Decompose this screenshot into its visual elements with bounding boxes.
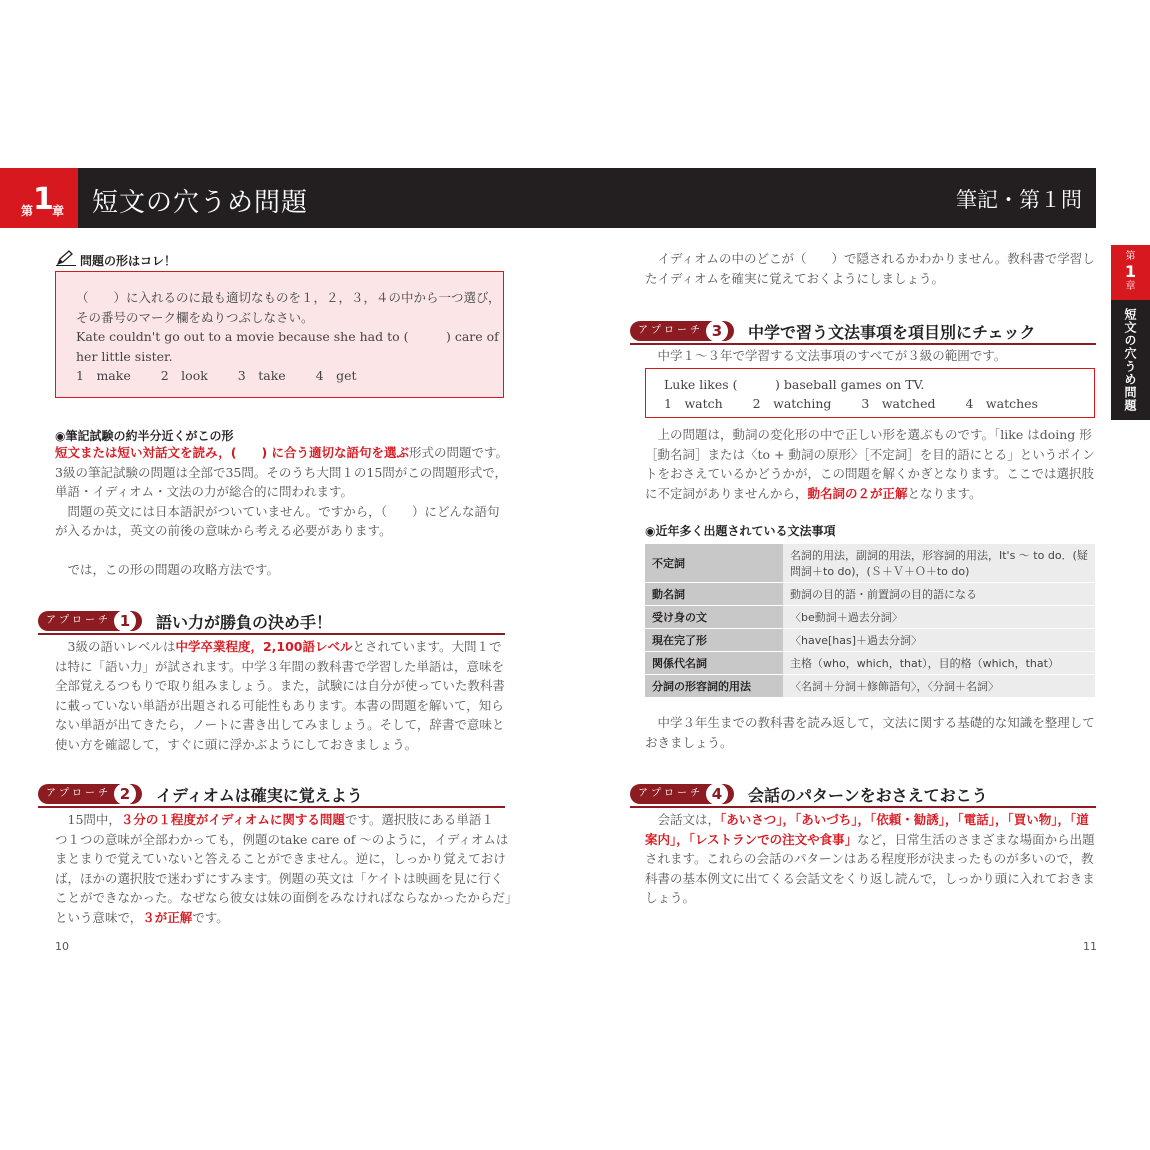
a3-line-4 — [645, 484, 1105, 504]
side-tab-number: 1 — [1124, 262, 1137, 281]
pencil-icon — [56, 250, 76, 266]
a4-line-4: 科書の基本例文に出てくる会話文をくり返し読んで，しっかり頭に入れておきま — [645, 870, 1095, 886]
grammar-desc: 〈名詞＋分詞＋修飾語句〉，〈分詞＋名詞〉 — [783, 675, 1095, 698]
grammar-desc: 主格（who，which，that），目的格（which，that） — [783, 652, 1095, 675]
intro-line-1-rest: 形式の問題です。 — [409, 445, 509, 460]
table-row — [645, 606, 1095, 629]
a3-line-1: 上の問題は，動詞の変化形の中で正しい形を選ぶものです。「like はdoing 形 — [645, 427, 1092, 442]
grammar-desc: 〈be動詞＋過去分詞〉 — [783, 606, 1095, 629]
approach-3-body — [645, 425, 1105, 503]
option-3: 3 take — [237, 368, 286, 383]
grammar-desc: 〈have[has]＋過去分詞〉 — [783, 629, 1095, 652]
side-tab-suffix: 章 — [1125, 281, 1136, 292]
approach-2-underline — [38, 806, 505, 808]
chapter-number-box — [0, 168, 78, 228]
a2-l1a: 15問中， — [55, 812, 121, 827]
approach-4-label: アプローチ — [630, 784, 734, 804]
question-line: Luke likes ( ) baseball games on TV. — [664, 377, 925, 392]
grammar-item: 動名詞 — [645, 583, 783, 606]
approach-4-title: 会話のパターンをおさえておこう — [748, 786, 988, 805]
grammar-desc-line: 問詞＋to do)，(Ｓ＋Ｖ＋Ｏ＋to do) — [790, 565, 970, 578]
table-row — [645, 652, 1095, 675]
question-options — [664, 394, 1094, 413]
approach-1-title: 語い力が勝負の決め手！ — [156, 613, 333, 632]
a2-l1b: です。選択肢にある単語１ — [344, 812, 494, 827]
chapter-number: 1 — [33, 182, 54, 217]
approach-4-underline — [630, 806, 1096, 808]
a4-highlight-1: 「あいさつ」，「あいづち」，「依頼・勧誘」，「電話」，「買い物」，「道 — [720, 812, 1089, 827]
side-chapter-tab — [1111, 245, 1150, 420]
a1-line-6: 使い方を確認して，すぐに頭に浮かぶようにしておきましょう。 — [55, 736, 418, 752]
a4-l1a: 会話文は， — [645, 812, 721, 827]
problem-options — [76, 366, 503, 386]
q-option-1: 1 watch — [664, 396, 723, 411]
approach-2-title: イディオムは確実に覚えよう — [156, 786, 363, 805]
problem-line-2: その番号のマーク欄をぬりつぶしなさい。 — [76, 309, 314, 325]
approach-4-body — [645, 810, 1105, 908]
problem-line-3: Kate couldn't go out to a movie because she had to ( ) care of — [76, 329, 499, 344]
intro-highlight: 短文または短い対話文を読み，( ) に合う適切な語句を選ぶ — [55, 445, 410, 460]
approach-3-title: 中学で習う文法事項を項目別にチェック — [748, 323, 1036, 342]
a3-line-2: ［動名詞］または〈to + 動詞の原形〉［不定詞］を目的語にとる」というポイン — [645, 446, 1095, 462]
a1-line-1 — [55, 637, 515, 657]
intro-line-3: 単語・イディオム・文法の力が総合的に問われます。 — [55, 484, 354, 499]
option-1: 1 make — [76, 368, 131, 383]
a4-line-1 — [645, 810, 1105, 830]
q-option-3: 3 watched — [861, 396, 936, 411]
a2-line-6 — [55, 908, 515, 928]
grammar-item: 現在完了形 — [645, 629, 783, 652]
chapter-prefix: 第 — [21, 204, 34, 218]
problem-line-4: her little sister. — [76, 348, 173, 364]
a4-line-3: されます。これらの会話のパターンはある程度形が決まったものが多いので，教 — [645, 851, 1094, 866]
approach-2-body — [55, 810, 518, 927]
chapter-header — [0, 168, 1096, 228]
approach-1-body — [55, 637, 515, 754]
page-number-right: 11 — [1083, 940, 1097, 953]
right-top-paragraph — [645, 249, 1105, 288]
grammar-question-box — [645, 368, 1095, 418]
side-tab-chapter — [1111, 245, 1150, 300]
a1-line-3: 全部覚えるつもりで取り組みましょう。また，試験には自分が使っていた教科書 — [55, 678, 505, 693]
grammar-item: 関係代名詞 — [645, 652, 783, 675]
a3-l4a: に不定詞がありませんから， — [645, 485, 808, 501]
intro-line-2: 3級の筆記試験の問題は全部で35問。そのうち大問１の15問がこの問題形式で， — [55, 464, 508, 480]
option-4: 4 get — [315, 368, 357, 383]
grammar-item: 不定詞 — [645, 544, 783, 583]
a4-line-2 — [645, 830, 1105, 850]
page-number-left: 10 — [55, 940, 69, 953]
a3-l4b: となります。 — [907, 485, 982, 501]
a2-line-2: つ１つの意味が全部わかっても，例題のtake care of ～のように，イディオムは — [55, 831, 509, 847]
a1-highlight: 中学卒業程度，2,100語レベル — [175, 639, 353, 654]
intro-line-5: が入るかは，英文の前後の意味から考える必要があります。 — [55, 523, 392, 538]
problem-line-1: （ ）に入れるのに最も適切なものを１，２，３，４の中から一つ選び， — [76, 290, 501, 305]
a1-line-2: は特に「語い力」が試されます。中学３年間の教科書で学習した単語は，意味を — [55, 658, 505, 674]
table-row — [645, 544, 1095, 583]
table-row — [645, 583, 1095, 606]
section-label: 筆記・第１問 — [956, 188, 1082, 212]
grammar-desc — [783, 544, 1095, 583]
a1-l1a: 3級の語いレベルは — [55, 639, 176, 654]
grammar-desc-line: 名詞的用法，副詞的用法，形容詞的用法，It's ～ to do．(疑 — [790, 549, 1088, 562]
a2-l6a: という意味で， — [55, 909, 143, 925]
approach-1-number: 1 — [114, 610, 136, 632]
grammar-heading: ◉近年多く出題されている文法事項 — [645, 524, 836, 538]
option-2: 2 look — [160, 368, 208, 383]
approach-2-number: 2 — [114, 783, 136, 805]
approach-3-header — [630, 320, 1096, 344]
approach-4-number: 4 — [706, 783, 728, 805]
approach-4-header — [630, 783, 1096, 807]
approach-1-label: アプローチ — [38, 611, 142, 631]
chapter-suffix: 章 — [52, 204, 65, 218]
a3-answer: 動名詞の２が正解 — [807, 485, 908, 501]
a2-highlight: ３分の１程度がイディオムに関する問題 — [120, 812, 345, 827]
a4-line-5: しょう。 — [645, 890, 696, 905]
approach-1-header — [38, 610, 505, 634]
a2-line-4: ば，ほかの選択肢で迷わずにすみます。例題の英文は「ケイトは映画を見に行く — [55, 870, 504, 886]
a2-answer: ３が正解 — [142, 909, 193, 925]
intro-line-4: 問題の英文には日本語訳がついていません。ですから，（ ）にどんな語句 — [55, 503, 500, 519]
grammar-after-paragraph — [645, 713, 1105, 752]
intro-line-6: では，この形の問題の攻略方法です。 — [55, 561, 280, 577]
chapter-title: 短文の穴うめ問題 — [92, 188, 309, 218]
ga-line-1: 中学３年生までの教科書を読み返して，文法に関する基礎的な知識を整理して — [645, 715, 1095, 730]
a4-l2b: など，日常生活のさまざまな場面から出題 — [857, 831, 1095, 847]
example-problem-box — [55, 271, 504, 398]
approach-3-label: アプローチ — [630, 321, 734, 341]
a3-line-3: トをおさえているかどうかが，この問題を解くかぎとなります。ここでは選択肢 — [645, 466, 1095, 481]
approach-3-intro: 中学１～３年で学習する文法事項のすべてが３級の範囲です。 — [645, 348, 1007, 363]
intro-paragraph — [55, 443, 515, 579]
a2-line-3: まとまりで覚えていないと答えることができません。逆に，しっかり覚えておけ — [55, 851, 506, 866]
side-tab-title: 短文の穴うめ問題 — [1111, 300, 1150, 420]
sub-heading-half: ◉筆記試験の約半分近くがこの形 — [55, 429, 234, 443]
rt-line-2: たイディオムを確実に覚えておくようにしましょう。 — [645, 270, 945, 286]
a2-line-5: ことができなかった。なぜなら彼女は妹の面倒をみなければならなかったからだ」 — [55, 890, 518, 905]
ga-line-2: おきましょう。 — [645, 734, 733, 750]
approach-1-underline — [38, 633, 505, 635]
intro-line-1 — [55, 443, 515, 463]
table-row — [645, 629, 1095, 652]
a2-l6b: です。 — [192, 909, 229, 925]
grammar-item: 分詞の形容詞的用法 — [645, 675, 783, 698]
grammar-desc: 動詞の目的語・前置詞の目的語になる — [783, 583, 1095, 606]
side-tab-prefix: 第 — [1125, 251, 1136, 262]
grammar-item: 受け身の文 — [645, 606, 783, 629]
approach-3-underline — [630, 343, 1096, 345]
approach-2-label: アプローチ — [38, 784, 142, 804]
q-option-2: 2 watching — [752, 396, 832, 411]
table-row — [645, 675, 1095, 698]
rt-line-1: イディオムの中のどこが（ ）で隠されるかわかりません。教科書で学習し — [645, 251, 1095, 266]
a2-line-1 — [55, 810, 515, 830]
q-option-4: 4 watches — [965, 396, 1038, 411]
a1-line-5: ない単語が出てきたら，ノートに書き出してみましょう。そして，辞書で意味と — [55, 717, 505, 732]
approach-3-number: 3 — [706, 320, 728, 342]
form-label: 問題の形はコレ！ — [80, 254, 177, 268]
approach-2-header — [38, 783, 505, 807]
grammar-table — [645, 544, 1095, 698]
a1-line-4: に載っていない単語が出題される可能性もあります。本書の問題を解いて，知ら — [55, 697, 504, 713]
a1-l1b: とされています。大問１で — [352, 639, 502, 654]
a4-highlight-2: 案内」，「レストランでの注文や食事」 — [645, 831, 858, 847]
